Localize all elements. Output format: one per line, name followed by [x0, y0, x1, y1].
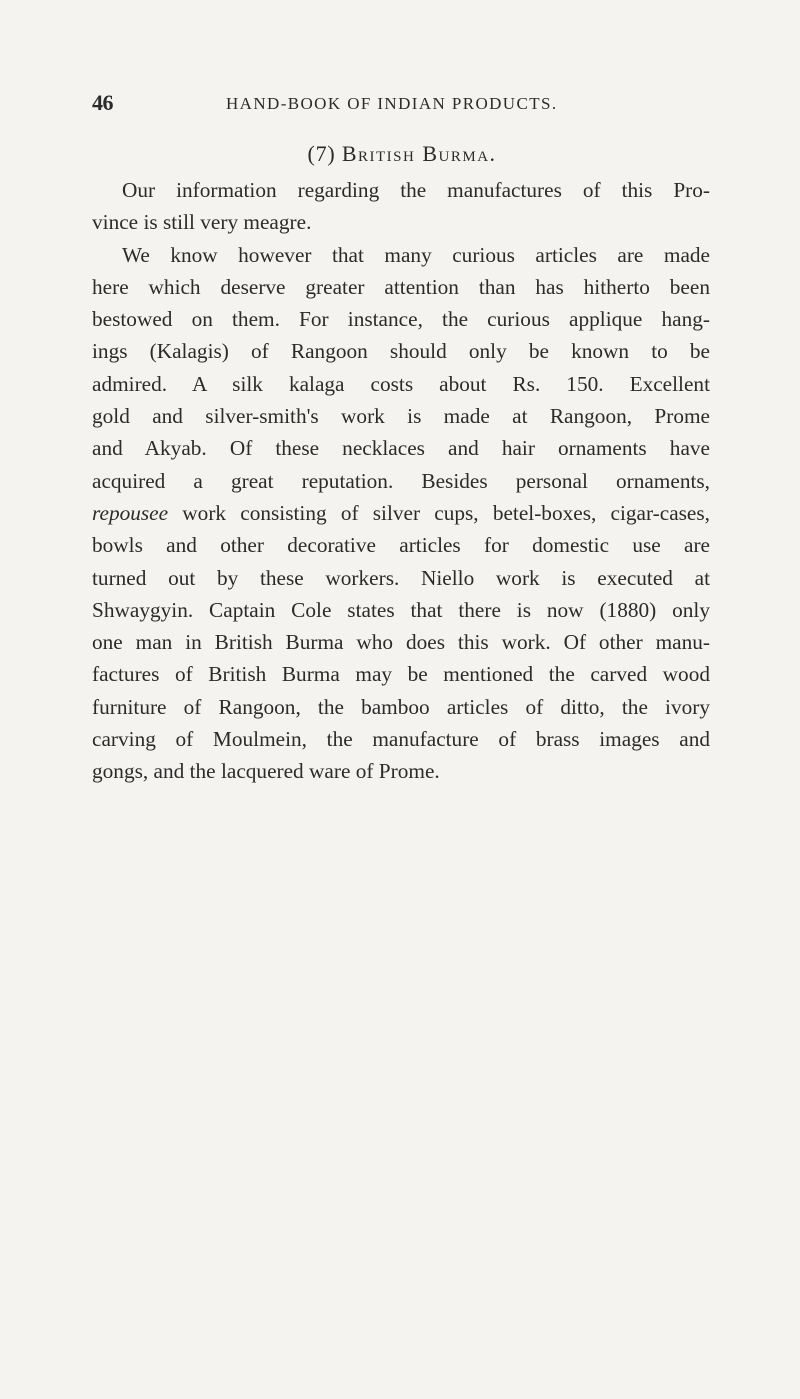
text-line: one man in British Burma who does this work. Of other manu-: [92, 630, 710, 655]
text-line: turned out by these workers. Niello work is executed at: [92, 565, 710, 590]
text-line: here which deserve greater attention than has hitherto been: [92, 274, 710, 299]
page-number: 46: [92, 90, 113, 115]
section-heading: [0, 141, 800, 167]
text-line: and Akyab. Of these necklaces and hair ornaments have: [92, 436, 710, 461]
text-line: We know however that many curious articles are made: [122, 242, 710, 267]
text-line: factures of British Burma may be mentioned the carved wood: [92, 662, 710, 687]
text-line: bowls and other decorative articles for domestic use are: [92, 533, 710, 558]
text-line: acquired a great reputation. Besides personal ornaments,: [92, 468, 710, 493]
text-line: Shwaygyin. Captain Cole states that there is now (1880) only: [92, 597, 710, 622]
body-text: [92, 174, 710, 788]
text-line-rest: work consisting of silver cups, betel-boxes, cigar-cases,: [182, 500, 710, 525]
section-number: (7): [307, 141, 336, 166]
text-line: gongs, and the lacquered ware of Prome.: [92, 759, 440, 784]
text-line: vince is still very meagre.: [92, 210, 312, 235]
text-line: carving of Moulmein, the manufacture of brass images and: [92, 727, 710, 752]
text-line: gold and silver-smith's work is made at Rangoon, Prome: [92, 404, 710, 429]
text-line: furniture of Rangoon, the bamboo articles of ditto, the ivory: [92, 694, 710, 719]
section-title: British Burma.: [341, 141, 497, 166]
italic-term: repousee: [92, 500, 169, 525]
text-line: Our information regarding the manufactures of this Pro-: [122, 178, 710, 202]
text-line-with-italic: [92, 497, 710, 529]
running-head: [92, 90, 712, 116]
running-title: HAND-BOOK OF INDIAN PRODUCTS.: [226, 94, 558, 113]
text-line: bestowed on them. For instance, the curious applique hang-: [92, 307, 710, 332]
text-line: admired. A silk kalaga costs about Rs. 150. Excellent: [92, 371, 710, 396]
text-line: ings (Kalagis) of Rangoon should only be known to be: [92, 339, 710, 364]
